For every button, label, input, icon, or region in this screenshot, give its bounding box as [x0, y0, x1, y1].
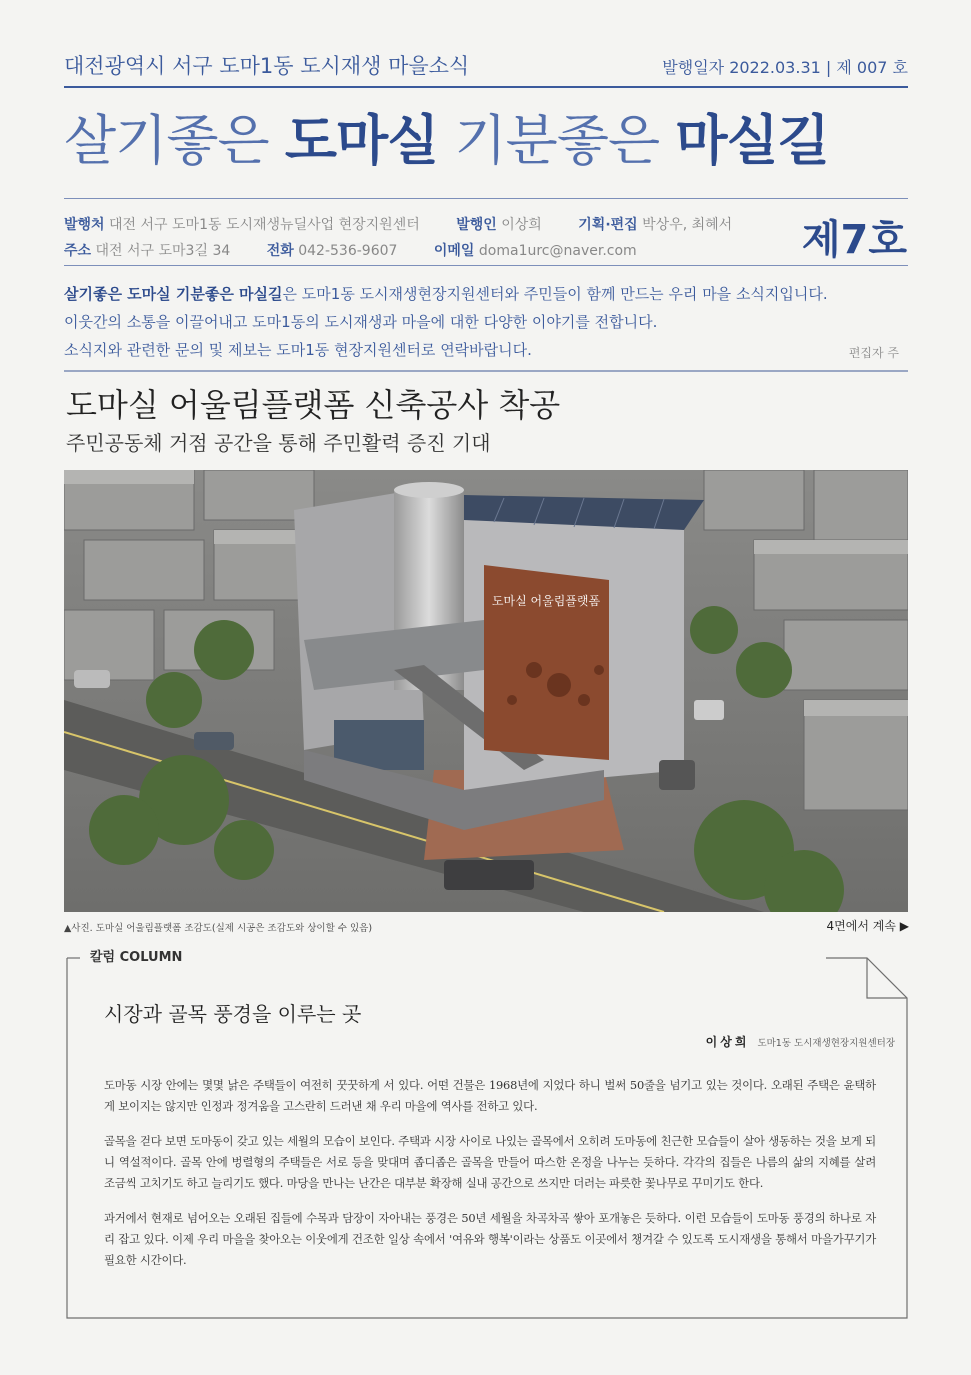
email: doma1urc@naver.com	[478, 243, 637, 259]
issue-meta: 발행일자 2022.03.31 | 제 007 호	[662, 58, 908, 77]
newsletter-header	[64, 50, 908, 80]
column-byline	[706, 1033, 895, 1050]
photo-caption: ▲사진. 도마실 어울림플랫폼 조감도(실제 시공은 조감도와 상이할 수 있음)	[64, 923, 373, 934]
intro-highlight: 살기좋은 도마실 기분좋은 마실길	[64, 285, 283, 303]
divider	[64, 370, 908, 372]
editors: 박상우, 최혜서	[642, 217, 733, 233]
publisher: 대전 서구 도마1동 도시재생뉴딜사업 현장지원센터	[109, 217, 420, 233]
column-paragraph: 과거에서 현재로 넘어오는 오래된 집들에 수목과 담장이 자아내는 풍경은 50년 세월을 차곡차곡 쌓아 포개놓은 듯하다. 이런 모습들이 도마동 풍경의 하나로 자리 잡고 있다. 이제 우리 마을을 찾아오는 이웃에게 건조한 일상 속에서 '여유와 행복'이라는 상품도 이곳에서 챙겨갈 수 있도록 도시재생을 통해서 마을가꾸기가 필요한 시간이다.	[104, 1211, 876, 1267]
column-paragraph: 도마동 시장 안에는 몇몇 낡은 주택들이 여전히 꿋꿋하게 서 있다. 어떤 건물은 1968년에 지었다 하니 벌써 50줄을 넘기고 있는 것이다. 오래된 주택은 윤택하게 보이지는 않지만 인정과 정겨움을 고스란히 드러낸 채 우리 마을에 역사를 전하고 있다.	[104, 1078, 876, 1113]
masthead-title: 살기좋은 도마실 기분좋은 마실길	[64, 109, 829, 172]
continued-link[interactable]: 4면에서 계속 ▶	[826, 919, 909, 933]
issuer: 이상희	[501, 217, 542, 233]
column-title: 시장과 골목 풍경을 이루는 곳	[104, 1002, 362, 1026]
newsletter-name: 대전광역시 서구 도마1동 도시재생 마을소식	[64, 54, 470, 78]
divider	[64, 198, 908, 199]
article-subhead: 주민공동체 거점 공간을 통해 주민활력 증진 기대	[66, 431, 491, 455]
building-sign: 도마실 어울림플랫폼	[491, 594, 601, 608]
column-paragraph: 골목을 걷다 보면 도마동이 갖고 있는 세월의 모습이 보인다. 주택과 시장 사이로 나있는 골목에서 오히려 도마동에 친근한 모습들이 살아 생동하는 것을 보게 되니 역설적이다. 골목 안에 벙렬형의 주택들은 서로 등을 맞대며 좁디좁은 골목을 만들어 따스한 온정을 나누는 듯하다. 각각의 집들은 나름의 삶의 지혜를 살려 조금씩 고치기도 하고 늘리기도 했다. 마당을 만나는 난간은 대부분 확장해 실내 공간으로 쓰지만 더러는 파릇한 꽃나무로 꾸미기도 한다.	[104, 1134, 876, 1190]
author-name: 이상희	[705, 1035, 750, 1049]
intro-text: 살기좋은 도마실 기분좋은 마실길은 도마1동 도시재생현장지원센터와 주민들이 함께 만드는 우리 마을 소식지입니다. 이웃간의 소통을 이끌어내고 도마1동의 도시재생과 마을에 대한 다양한 이야기를 전합니다. 소식지와 관련한 문의 및 제보는 도마1동 현장지원센터로 연락바랍니다.	[64, 285, 828, 359]
article-headline: 도마실 어울림플랫폼 신축공사 착공	[66, 386, 561, 424]
publication-info: 발행처 대전 서구 도마1동 도시재생뉴딜사업 현장지원센터 발행인 이상희 기획·편집 박상우, 최혜서 주소 대전 서구 도마3길 34 전화 042-536-9607 이메일 doma1urc@naver.com	[64, 217, 733, 259]
issue-number: 제7호	[801, 217, 907, 263]
address: 대전 서구 도마3길 34	[95, 243, 231, 259]
phone: 042-536-9607	[298, 243, 398, 259]
column-body	[104, 1075, 876, 1285]
divider	[64, 86, 908, 88]
editor-note: 편집자 주	[848, 346, 899, 360]
divider	[64, 265, 908, 266]
column-label: 칼럼 COLUMN	[84, 946, 188, 965]
author-role: 도마1동 도시재생현장지원센터장	[757, 1038, 895, 1049]
building-rendering-photo	[64, 470, 908, 912]
